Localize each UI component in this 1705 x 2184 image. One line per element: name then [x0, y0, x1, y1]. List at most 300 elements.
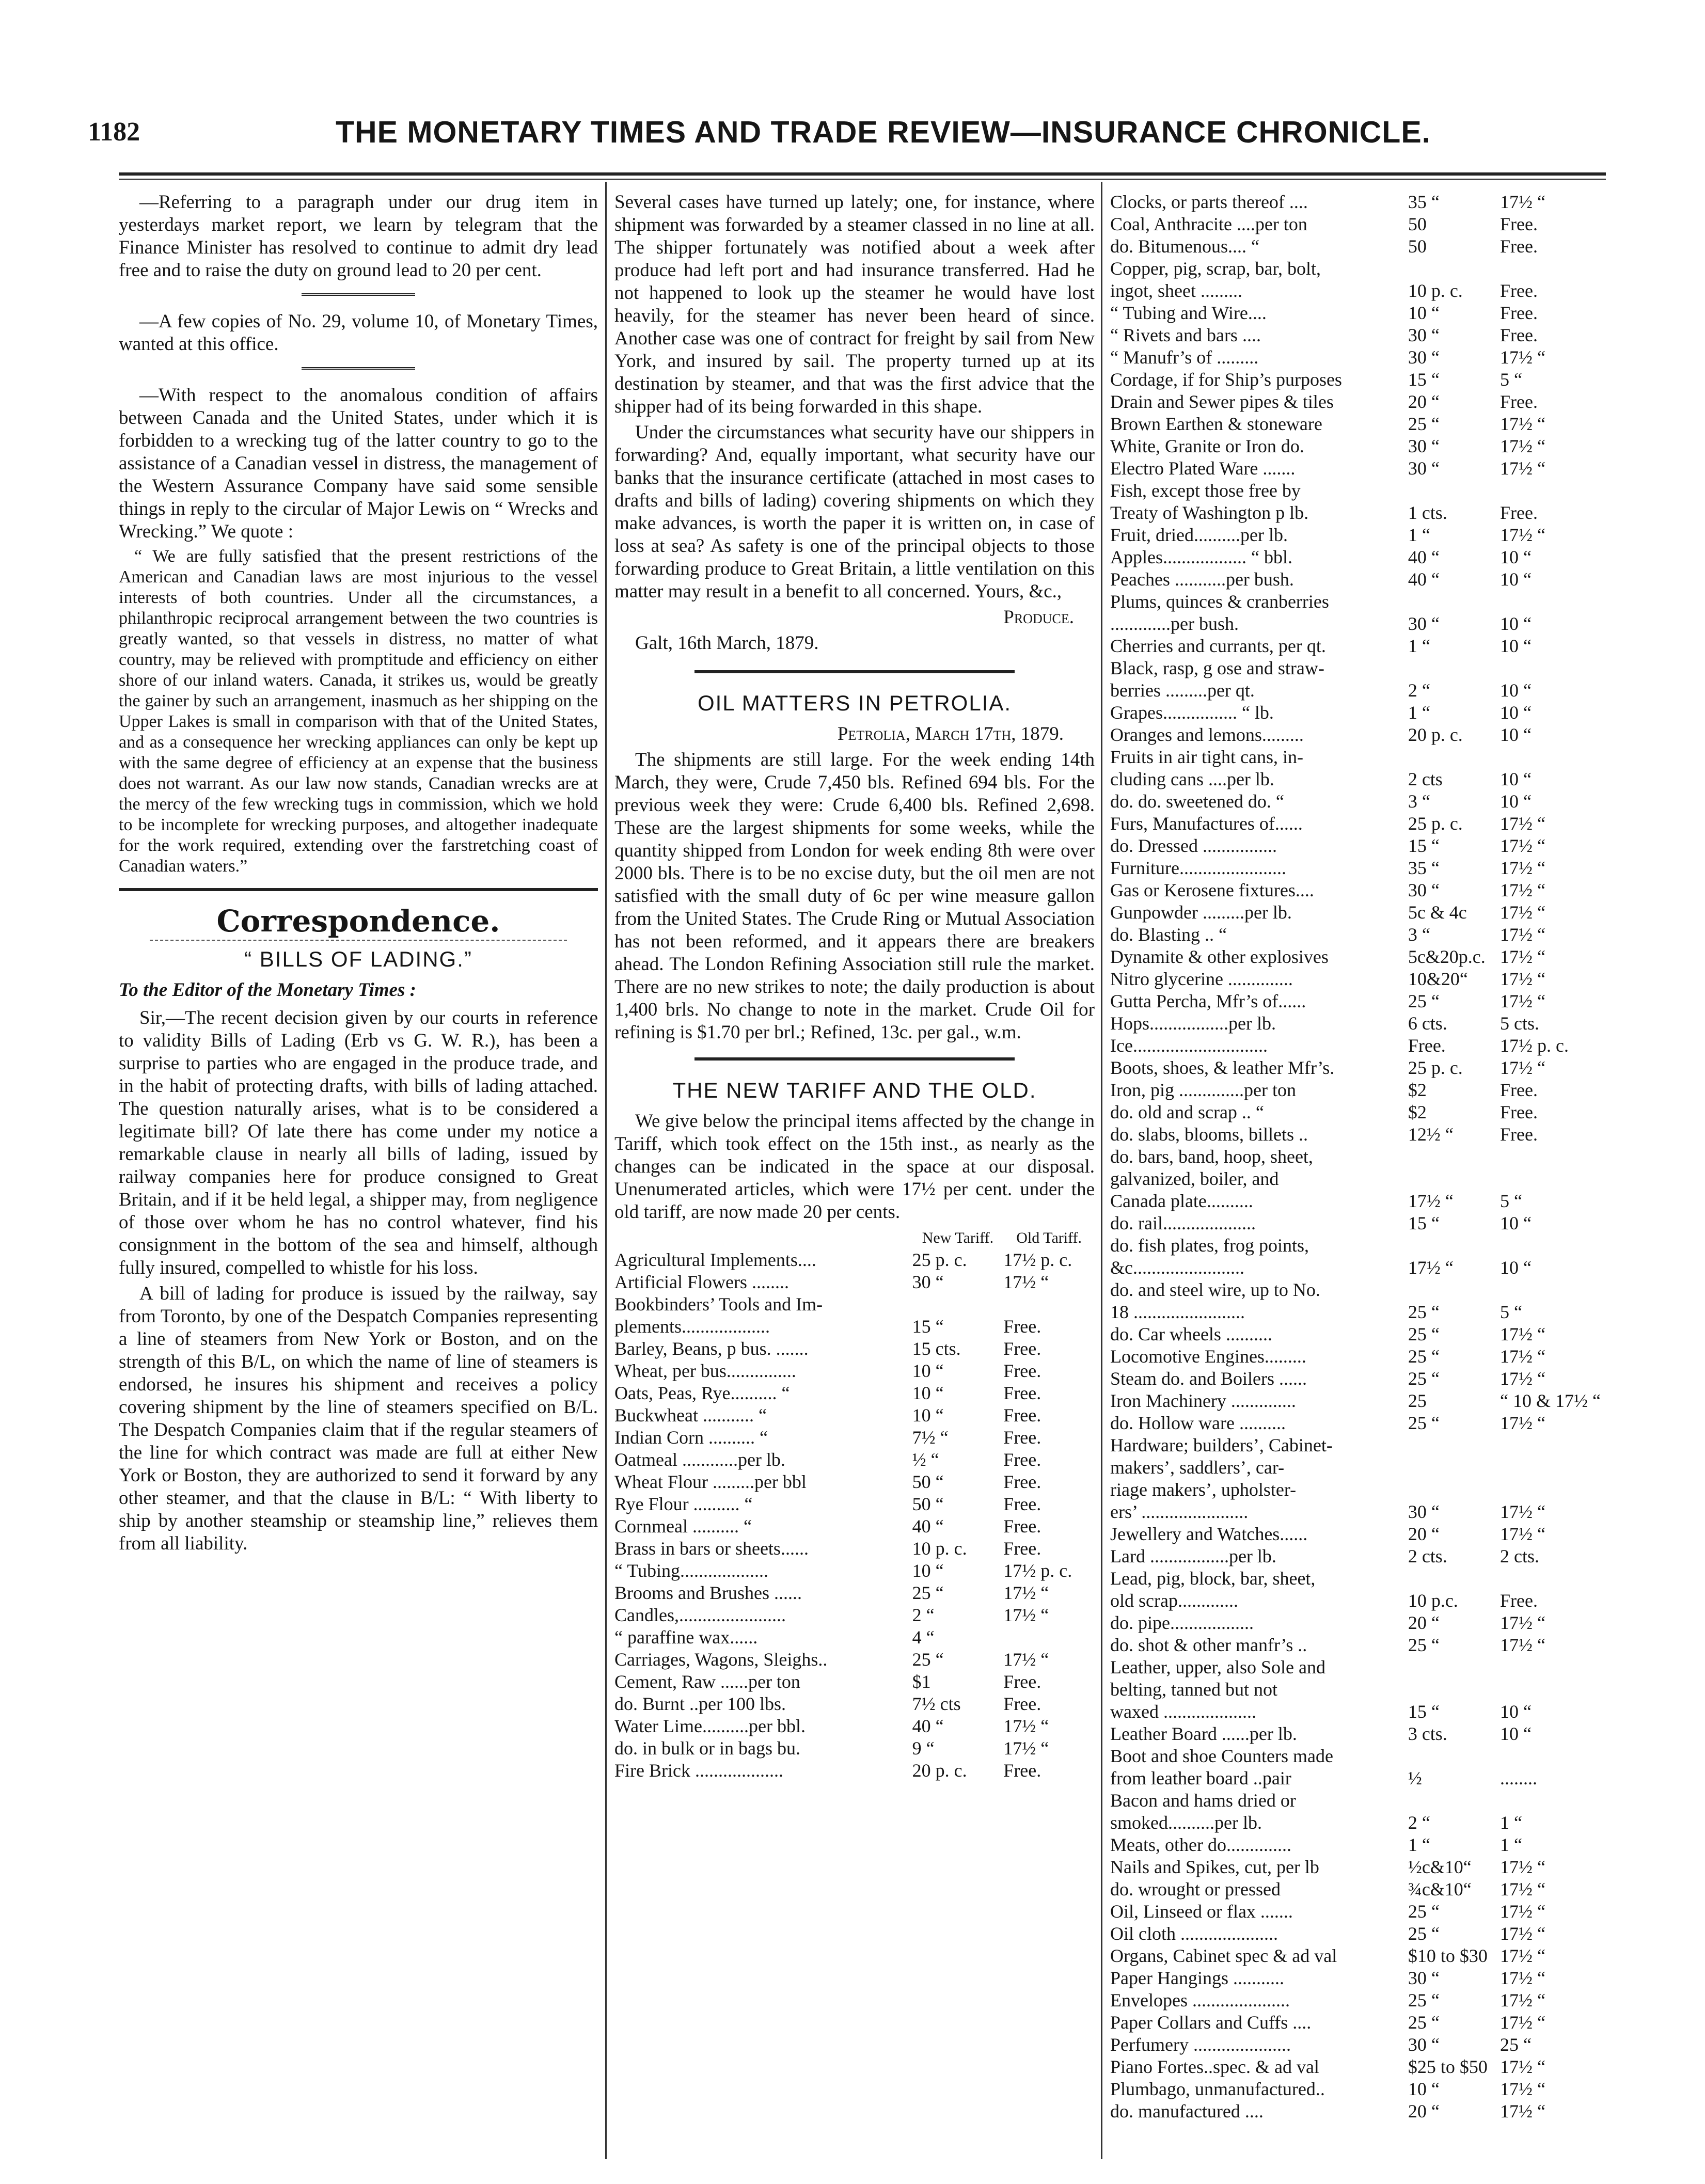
new-tariff: 12½ “ [1408, 1124, 1454, 1145]
old-tariff: Free. [1003, 1338, 1041, 1359]
old-tariff: 5 cts. [1500, 1013, 1540, 1034]
table-row [1110, 702, 1601, 724]
item-name: Copper, pig, scrap, bar, bolt, [1110, 258, 1321, 279]
new-tariff: 30 “ [1408, 613, 1440, 634]
table-row [614, 1249, 1095, 1271]
table-row [1110, 1190, 1601, 1212]
table-row [1110, 191, 1601, 213]
paragraph: Under the circumstances what security have our shippers in forwarding? And, equally important, what security have our banks that the insurance certificate (attached in most cases to drafts and bills of lading) covering shipments on which they make advances, is worth the paper it is written on, in case of loss at sea? As safety is one of the principal objects to those forwarding produce to Great Britain, a little ventilation on this matter may result in a benefit to all concerned. Yours, &c., [614, 422, 1095, 602]
header-rule [119, 172, 1606, 176]
new-tariff: 20 “ [1408, 2101, 1440, 2122]
new-tariff: 30 “ [1408, 2034, 1440, 2055]
separator [694, 1057, 1015, 1064]
item-name: Bookbinders’ Tools and Im- [614, 1294, 823, 1315]
new-tariff: ¾c&10“ [1408, 1879, 1472, 1900]
new-tariff: 50 [1408, 214, 1427, 234]
old-tariff: ........ [1500, 1768, 1538, 1789]
table-row [1110, 1923, 1601, 1945]
item-name: from leather board ..pair [1110, 1768, 1291, 1789]
new-tariff: 30 “ [1408, 1501, 1440, 1522]
column-header-new: New Tariff. [922, 1229, 994, 1246]
old-tariff: 17½ “ [1500, 1524, 1545, 1544]
table-row [1110, 1257, 1601, 1279]
item-name: Brown Earthen & stoneware [1110, 414, 1322, 434]
column-1 [119, 191, 598, 1558]
item-name: do. Dressed ................ [1110, 835, 1277, 856]
item-name: Brooms and Brushes ...... [614, 1582, 802, 1603]
old-tariff: Free. [1003, 1671, 1041, 1692]
item-name: Dynamite & other explosives [1110, 946, 1329, 967]
new-tariff: 4 “ [912, 1627, 935, 1648]
old-tariff: 5 “ [1500, 369, 1522, 390]
old-tariff: 17½ “ [1500, 1612, 1545, 1633]
new-tariff: 40 “ [1408, 547, 1440, 567]
old-tariff [1500, 1679, 1601, 1701]
new-tariff: 5c&20p.c. [1408, 946, 1486, 967]
table-row [614, 1360, 1095, 1382]
new-tariff: 25 “ [1408, 1324, 1440, 1344]
old-tariff: 17½ “ [1500, 924, 1545, 945]
old-tariff: 17½ “ [1500, 880, 1545, 900]
new-tariff: 2 “ [1408, 1812, 1430, 1833]
new-tariff: 30 “ [1408, 458, 1440, 479]
item-name: Wheat Flour .........per bbl [614, 1471, 807, 1492]
item-name: do. rail.................... [1110, 1213, 1256, 1233]
item-name: do. bars, band, hoop, sheet, [1110, 1146, 1313, 1167]
new-tariff: 17½ “ [1408, 1191, 1454, 1211]
new-tariff: 25 “ [1408, 1923, 1440, 1944]
new-tariff [1408, 1656, 1500, 1679]
table-row [1110, 1634, 1601, 1656]
new-tariff: 20 p. c. [912, 1760, 967, 1781]
new-tariff: 3 cts. [1408, 1723, 1447, 1744]
table-row [1110, 1501, 1601, 1523]
column-divider [1101, 182, 1102, 2159]
item-name: Drain and Sewer pipes & tiles [1110, 391, 1334, 412]
new-tariff [1408, 1457, 1500, 1479]
table-row [1110, 1168, 1601, 1190]
item-name: Iron, pig ..............per ton [1110, 1080, 1296, 1100]
new-tariff: 25 p. c. [912, 1249, 967, 1270]
new-tariff: 50 “ [912, 1471, 944, 1492]
table-row [1110, 790, 1601, 813]
item-name: &c........................ [1110, 1257, 1244, 1278]
new-tariff: 1 “ [1408, 525, 1430, 545]
item-name: waxed .................... [1110, 1701, 1256, 1722]
table-row [1110, 1479, 1601, 1501]
old-tariff: 17½ “ [1500, 192, 1545, 212]
new-tariff: 30 “ [1408, 436, 1440, 456]
table-row [1110, 857, 1601, 879]
table-row [1110, 1146, 1601, 1168]
old-tariff: 10 “ [1500, 791, 1532, 812]
item-name: Paper Hangings ........... [1110, 1968, 1284, 1988]
item-name: Boot and shoe Counters made [1110, 1746, 1333, 1766]
item-name: Leather, upper, also Sole and [1110, 1657, 1325, 1677]
paragraph: We give below the principal items affected by the change in Tariff, which took effect on the 15th inst., as nearly as the changes can be indicated in the space at our disposal. Unenumerated articles, which were 17½ per cent. under the old tariff, are now made 20 per cents. [614, 1111, 1095, 1223]
item-name: “ Rivets and bars .... [1110, 325, 1261, 345]
new-tariff [1408, 1479, 1500, 1501]
new-tariff: 40 “ [1408, 569, 1440, 590]
new-tariff: 15 “ [1408, 369, 1440, 390]
item-name: Gutta Percha, Mfr’s of...... [1110, 991, 1306, 1011]
table-row [1110, 901, 1601, 924]
item-name: Candles,....................... [614, 1605, 786, 1625]
new-tariff: 25 “ [1408, 1901, 1440, 1922]
column-header-old: Old Tariff. [1016, 1229, 1082, 1246]
table-row [614, 1693, 1095, 1715]
old-tariff: 17½ “ [1500, 2079, 1545, 2099]
item-name: Jewellery and Watches...... [1110, 1524, 1308, 1544]
old-tariff: Free. [1500, 502, 1538, 523]
item-name: Oranges and lemons......... [1110, 724, 1304, 745]
new-tariff: 1 “ [1408, 1834, 1430, 1855]
item-name: Cornmeal .......... “ [614, 1516, 752, 1537]
item-name: Hops.................per lb. [1110, 1013, 1276, 1034]
table-row [1110, 1568, 1601, 1590]
old-tariff [1500, 1568, 1601, 1590]
old-tariff [1500, 480, 1601, 502]
new-tariff: 6 cts. [1408, 1013, 1447, 1034]
new-tariff: $2 [1408, 1080, 1427, 1100]
table-row [1110, 235, 1601, 258]
table-row [1110, 568, 1601, 591]
paragraph: The shipments are still large. For the week ending 14th March, they were, Crude 7,450 bls. Refined 694 bls. For the previous week they were: Crude 6,400 bls. Refined 2,698. These are the largest shipments for some weeks, while the quantity shipped from London for week ending 8th were over 2000 bls. There is to be no excise duty, but the oil men are not satisfied with the small duty of 6c per wine measure gallon from the United States. The Crude Ring or Mutual Association has not been reformed, and it appears there are breakers ahead. The London Refining Association still rule the market. There are no new strikes to note; the daily production is about 1,400 brls. No change to note in the market. Crude Oil for refining is $1.70 per brl.; Refined, 13c. per gal., w.m. [614, 749, 1095, 1043]
table-row [1110, 2012, 1601, 2034]
item-name: Black, rasp, g ose and straw- [1110, 658, 1324, 678]
table-row [1110, 657, 1601, 679]
table-row [1110, 1590, 1601, 1612]
table-row [1110, 1767, 1601, 1790]
header-rule-thin [119, 179, 1606, 180]
new-tariff: ½ [1408, 1768, 1422, 1789]
old-tariff: 10 “ [1500, 1257, 1532, 1278]
old-tariff: 1 “ [1500, 1834, 1522, 1855]
old-tariff: Free. [1003, 1360, 1041, 1381]
old-tariff: 2 cts. [1500, 1546, 1540, 1566]
item-name: Agricultural Implements.... [614, 1249, 816, 1270]
table-row [1110, 346, 1601, 369]
page-header [67, 109, 1637, 159]
separator [694, 670, 1015, 676]
old-tariff: 17½ “ [1500, 946, 1545, 967]
table-row [1110, 324, 1601, 346]
old-tariff: 17½ “ [1500, 1501, 1545, 1522]
section-heading: Correspondence. [216, 904, 500, 939]
paragraph: —A few copies of No. 29, volume 10, of Monetary Times, wanted at this office. [119, 311, 598, 355]
old-tariff: 17½ “ [1500, 991, 1545, 1011]
new-tariff: $25 to $50 [1408, 2056, 1488, 2077]
item-name: berries .........per qt. [1110, 680, 1255, 701]
dashed-rule [150, 940, 567, 941]
page-number: 1182 [88, 117, 140, 147]
new-tariff: 10 “ [912, 1360, 944, 1381]
new-tariff: 20 “ [1408, 391, 1440, 412]
old-tariff: 17½ “ [1500, 1968, 1545, 1988]
table-row [1110, 1612, 1601, 1634]
table-row [614, 1338, 1095, 1360]
table-row [1110, 1545, 1601, 1568]
new-tariff [1408, 1790, 1500, 1812]
old-tariff: 17½ “ [1500, 414, 1545, 434]
new-tariff: 5c & 4c [1408, 902, 1467, 923]
old-tariff: 17½ p. c. [1003, 1560, 1072, 1581]
quotation: “ We are fully satisfied that the present restrictions of the American and Canadian laws are most injurious to the vessel interests of both countries. Under all the circumstances, a philanthropic reciprocal arrangement between the two countries is greatly wanted, so that vessels in distress, no matter of what country, may be relieved with promptitude and efficiency on either shore of our inland waters. Canada, it strikes us, would be greatly the gainer by such an arrangement, inasmuch as her shipping on the Upper Lakes is small in comparison with that of the United States, and as a consequence her wrecking appliances can only be kept up with the same degree of efficiency at an expense that the business does not warrant. As our law now stands, Canadian wrecks are at the mercy of the few wrecking tugs in commission, which we hold to be incomplete for wrecking purposes, and altogether inadequate for the work required, extending over the farstretching coast of Canadian waters.” [119, 547, 598, 876]
item-name: Fruits in air tight cans, in- [1110, 747, 1303, 767]
old-tariff [1500, 1146, 1601, 1168]
item-name: Carriages, Wagons, Sleighs.. [614, 1649, 828, 1670]
old-tariff: 10 “ [1500, 1723, 1532, 1744]
item-name: old scrap............. [1110, 1590, 1238, 1611]
table-row [1110, 813, 1601, 835]
item-name: Leather Board ......per lb. [1110, 1723, 1297, 1744]
signature: Produce. [1003, 607, 1074, 628]
old-tariff: 10 “ [1500, 636, 1532, 656]
old-tariff: Free. [1500, 303, 1538, 323]
table-row [614, 1293, 1095, 1316]
item-name: makers’, saddlers’, car- [1110, 1457, 1285, 1478]
item-name: Electro Plated Ware ....... [1110, 458, 1296, 479]
old-tariff: Free. [1003, 1494, 1041, 1514]
column-3 [1110, 191, 1601, 2123]
old-tariff: 17½ “ [1500, 835, 1545, 856]
old-tariff: 10 “ [1500, 1701, 1532, 1722]
old-tariff [1500, 746, 1601, 768]
old-tariff: 17½ “ [1003, 1582, 1049, 1603]
item-name: Fire Brick ................... [614, 1760, 783, 1781]
new-tariff [1408, 1434, 1500, 1457]
separator [302, 293, 415, 299]
item-name: Meats, other do.............. [1110, 1834, 1291, 1855]
tariff-table [1110, 191, 1601, 2123]
old-tariff: Free. [1003, 1316, 1041, 1337]
item-name: Oats, Peas, Rye.......... “ [614, 1383, 790, 1403]
table-row [614, 1626, 1095, 1649]
new-tariff: 10 “ [912, 1383, 944, 1403]
paragraph: Sir,—The recent decision given by our courts in reference to validity Bills of Lading (Erb vs G. W. R.), has been a surprise to parties who are engaged in the produce trade, and in the habit of protecting drafts, with bills of lading attached. The question naturally arises, what is to be considered a legitimate bill? Of late there has come under my notice a remarkable clause in nearly all bills of lading, issued by railway companies here for produce consigned to Great Britain, and if it be held legal, a shipper may, from negligence of those over whom he has no control whatever, find his consignment in the bottom of the sea and himself, although fully insured, compelled to whistle for his loss. [119, 1007, 598, 1278]
item-name: do. shot & other manfr’s .. [1110, 1635, 1307, 1655]
table-row [1110, 502, 1601, 524]
old-tariff: 17½ “ [1500, 969, 1545, 989]
item-name: do. pipe.................. [1110, 1612, 1254, 1633]
old-tariff: 17½ “ [1500, 2056, 1545, 2077]
item-name: Clocks, or parts thereof .... [1110, 192, 1308, 212]
table-row [1110, 457, 1601, 480]
old-tariff: Free. [1003, 1760, 1041, 1781]
item-name: “ Manufr’s of ......... [1110, 347, 1259, 368]
old-tariff: Free. [1003, 1471, 1041, 1492]
table-row [614, 1760, 1095, 1782]
item-name: Fish, except those free by [1110, 480, 1301, 501]
new-tariff: 25 p. c. [1408, 813, 1463, 834]
new-tariff: 25 p. c. [1408, 1057, 1463, 1078]
item-name: Steam do. and Boilers ...... [1110, 1368, 1307, 1389]
table-row [1110, 635, 1601, 657]
page-title: THE MONETARY TIMES AND TRADE REVIEW—INSURANCE CHRONICLE. [336, 115, 1431, 149]
table-row [1110, 1279, 1601, 1301]
new-tariff: 15 “ [912, 1316, 944, 1337]
old-tariff: 17½ “ [1500, 813, 1545, 834]
item-name: Apples.................. “ bbl. [1110, 547, 1292, 567]
old-tariff: 17½ “ [1500, 1368, 1545, 1389]
item-name: Fruit, dried..........per lb. [1110, 525, 1288, 545]
new-tariff: 50 [1408, 236, 1427, 257]
new-tariff [1408, 1679, 1500, 1701]
item-name: Barley, Beans, p bus. ....... [614, 1338, 809, 1359]
item-name: Peaches ...........per bush. [1110, 569, 1294, 590]
table-row [614, 1604, 1095, 1626]
paragraph: Several cases have turned up lately; one, for instance, where shipment was forwarded by a steamer classed in no line at all. The shipper fortunately was notified about a week after produce had left port and had insurance transferred. Had he not happened to look up the steamer he would have lost heavily, for the steamer has never been heard of since. Another case was one of contract for freight by sail from New York, and insured by sail. The property turned up at its destination by steamer, and that was the first advice that the shipper had of its being forwarded in this shape. [614, 192, 1095, 417]
old-tariff: “ 10 & 17½ “ [1500, 1390, 1601, 1411]
old-tariff: 17½ “ [1003, 1605, 1049, 1625]
table-row [1110, 1812, 1601, 1834]
table-row [1110, 1123, 1601, 1146]
table-row [1110, 724, 1601, 746]
item-name: do. do. sweetened do. “ [1110, 791, 1284, 812]
old-tariff: Free. [1003, 1538, 1041, 1559]
old-tariff: 17½ “ [1500, 1413, 1545, 1433]
table-row [1110, 1878, 1601, 1901]
item-name: Water Lime..........per bbl. [614, 1716, 806, 1736]
old-tariff: 17½ p. c. [1500, 1035, 1569, 1056]
table-row [1110, 480, 1601, 502]
item-name: Boots, shoes, & leather Mfr’s. [1110, 1057, 1335, 1078]
new-tariff: 15 cts. [912, 1338, 961, 1359]
table-row [1110, 1057, 1601, 1079]
new-tariff: 15 “ [1408, 835, 1440, 856]
item-name: do. fish plates, frog points, [1110, 1235, 1309, 1256]
new-tariff: 30 “ [912, 1272, 944, 1292]
paragraph: —With respect to the anomalous condition of affairs between Canada and the United States, under which it is forbidden to a wrecking tug of the latter country to go to the assistance of a Canadian vessel in distress, the management of the Western Assurance Company have said some sensible things in reply to the circular of Major Lewis on “ Wrecks and Wrecking.” We quote : [119, 385, 598, 542]
old-tariff [1500, 1235, 1601, 1257]
table-row [1110, 1434, 1601, 1457]
new-tariff: 30 “ [1408, 880, 1440, 900]
item-name: “ Tubing and Wire.... [1110, 303, 1267, 323]
item-name: do. Hollow ware .......... [1110, 1413, 1286, 1433]
item-name: “ Tubing................... [614, 1560, 769, 1581]
old-tariff: 10 “ [1500, 680, 1532, 701]
new-tariff [1408, 1168, 1500, 1190]
table-row [614, 1649, 1095, 1671]
item-name: .............per bush. [1110, 613, 1239, 634]
new-tariff: 1 “ [1408, 636, 1430, 656]
old-tariff: Free. [1500, 280, 1538, 301]
old-tariff: 1 “ [1500, 1812, 1522, 1833]
old-tariff: 17½ “ [1500, 2101, 1545, 2122]
old-tariff: 17½ “ [1003, 1649, 1049, 1670]
new-tariff: 7½ “ [912, 1427, 949, 1448]
item-name: Furs, Manufactures of...... [1110, 813, 1303, 834]
item-name: do. Bitumenous.... “ [1110, 236, 1259, 257]
table-row [1110, 1323, 1601, 1346]
item-name: do. manufactured .... [1110, 2101, 1264, 2122]
table-row [1110, 768, 1601, 790]
old-tariff [1500, 1656, 1601, 1679]
table-row [1110, 1701, 1601, 1723]
new-tariff: 25 “ [1408, 991, 1440, 1011]
new-tariff: 7½ cts [912, 1694, 961, 1714]
table-row [1110, 546, 1601, 568]
table-row [1110, 1457, 1601, 1479]
table-row [1110, 1412, 1601, 1434]
column-divider [605, 182, 607, 2159]
item-name: Lard .................per lb. [1110, 1546, 1276, 1566]
item-name: Envelopes ..................... [1110, 1990, 1290, 2011]
old-tariff [1003, 1626, 1095, 1649]
item-name: smoked..........per lb. [1110, 1812, 1262, 1833]
item-name: do. in bulk or in bags bu. [614, 1738, 800, 1759]
table-row [1110, 924, 1601, 946]
item-name: do. Burnt ..per 100 lbs. [614, 1694, 786, 1714]
old-tariff: 17½ “ [1500, 902, 1545, 923]
table-row [1110, 1390, 1601, 1412]
new-tariff: 25 “ [1408, 1635, 1440, 1655]
new-tariff: 2 “ [1408, 680, 1430, 701]
old-tariff: 5 “ [1500, 1302, 1522, 1322]
table-row [1110, 946, 1601, 968]
table-row [1110, 1834, 1601, 1856]
old-tariff: Free. [1003, 1694, 1041, 1714]
item-name: ers’ ....................... [1110, 1501, 1249, 1522]
new-tariff: 30 “ [1408, 325, 1440, 345]
item-name: ingot, sheet ......... [1110, 280, 1242, 301]
new-tariff: 2 cts. [1408, 1546, 1447, 1566]
new-tariff: 2 cts [1408, 769, 1443, 789]
table-row [1110, 1101, 1601, 1123]
old-tariff [1500, 1745, 1601, 1767]
table-row [1110, 524, 1601, 546]
letter-title: “ BILLS OF LADING.” [244, 947, 472, 971]
new-tariff: 10 “ [1408, 2079, 1440, 2099]
table-row [614, 1671, 1095, 1693]
old-tariff: 17½ “ [1500, 1923, 1545, 1944]
item-name: Rye Flour .......... “ [614, 1494, 753, 1514]
old-tariff: 17½ “ [1500, 347, 1545, 368]
old-tariff [1500, 1790, 1601, 1812]
dateline: Galt, 16th March, 1879. [635, 632, 819, 654]
item-name: Ice............................. [1110, 1035, 1268, 1056]
old-tariff: 17½ “ [1003, 1738, 1049, 1759]
new-tariff: 17½ “ [1408, 1257, 1454, 1278]
salutation: To the Editor of the Monetary Times : [119, 979, 416, 1001]
item-name: Coal, Anthracite ....per ton [1110, 214, 1307, 234]
old-tariff: 10 “ [1500, 702, 1532, 723]
new-tariff: 25 “ [1408, 2012, 1440, 2033]
old-tariff [1500, 657, 1601, 679]
table-row [614, 1271, 1095, 1293]
table-row [1110, 2078, 1601, 2100]
new-tariff [1408, 1279, 1500, 1301]
table-row [1110, 990, 1601, 1012]
new-tariff: 10 “ [912, 1405, 944, 1426]
new-tariff: 10 p.c. [1408, 1590, 1458, 1611]
table-row [1110, 679, 1601, 702]
table-row [614, 1493, 1095, 1515]
table-row [1110, 1368, 1601, 1390]
item-name: Iron Machinery .............. [1110, 1390, 1296, 1411]
table-row [614, 1538, 1095, 1560]
new-tariff: 25 “ [912, 1649, 944, 1670]
table-row [1110, 435, 1601, 457]
table-row [614, 1715, 1095, 1737]
old-tariff: Free. [1500, 1590, 1538, 1611]
new-tariff: 25 [1408, 1390, 1427, 1411]
new-tariff: 35 “ [1408, 858, 1440, 878]
table-row [1110, 1035, 1601, 1057]
table-row [1110, 1079, 1601, 1101]
item-name: Perfumery ..................... [1110, 2034, 1291, 2055]
new-tariff: 15 “ [1408, 1701, 1440, 1722]
